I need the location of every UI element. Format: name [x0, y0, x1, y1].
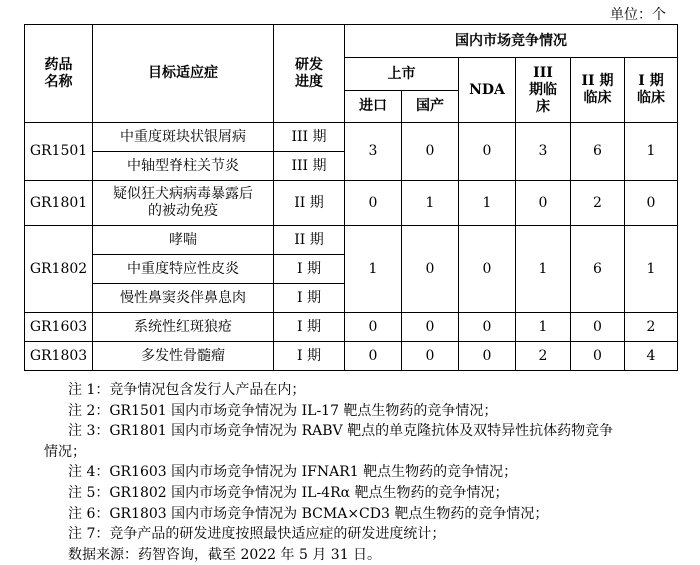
count-phase2: 6: [571, 123, 625, 181]
indication: 多发性骨髓瘤: [93, 342, 274, 371]
header-phase3: III 期临床: [516, 58, 571, 123]
count-phase3: 1: [516, 226, 571, 313]
count-phase3: 3: [516, 123, 571, 181]
count-phase1: 4: [625, 342, 678, 371]
count-domestic: 0: [402, 123, 459, 181]
count-phase2: 2: [571, 181, 625, 226]
count-phase1: 0: [625, 181, 678, 226]
indication: 中轴型脊柱关节炎: [93, 152, 274, 181]
count-domestic: 0: [402, 313, 459, 342]
header-nda: NDA: [459, 58, 516, 123]
indication: 中重度斑块状银屑病: [93, 123, 274, 152]
drug-name: GR1803: [25, 342, 93, 371]
header-stage: 研发进度: [274, 25, 345, 123]
count-import: 1: [345, 226, 402, 313]
count-nda: 1: [459, 181, 516, 226]
note-3-continued: 情况；: [44, 443, 86, 460]
count-nda: 0: [459, 123, 516, 181]
stage: II 期: [274, 226, 345, 255]
stage: III 期: [274, 123, 345, 152]
count-nda: 0: [459, 342, 516, 371]
header-domestic-made: 国产: [402, 91, 459, 123]
count-nda: 0: [459, 313, 516, 342]
drug-name: GR1501: [25, 123, 93, 181]
unit-label: 单位：个: [610, 7, 666, 23]
count-domestic: 0: [402, 226, 459, 313]
indication: 系统性红斑狼疮: [93, 313, 274, 342]
count-domestic: 0: [402, 342, 459, 371]
count-phase1: 1: [625, 226, 678, 313]
drug-name: GR1603: [25, 313, 93, 342]
indication: 中重度特应性皮炎: [93, 255, 274, 284]
count-phase3: 0: [516, 181, 571, 226]
stage: I 期: [274, 342, 345, 371]
count-import: 0: [345, 313, 402, 342]
count-import: 3: [345, 123, 402, 181]
data-source: 数据来源：药智咨询，截至 2022 年 5 月 31 日。: [68, 546, 382, 563]
stage: II 期: [274, 181, 345, 226]
header-listed: 上市: [345, 58, 459, 91]
stage: I 期: [274, 255, 345, 284]
indication: 疑似狂犬病病毒暴露后的被动免疫: [93, 181, 274, 226]
count-phase1: 2: [625, 313, 678, 342]
note-5: 注 5：GR1802 国内市场竞争情况为 IL-4Rα 靶点生物药的竞争情况；: [68, 484, 509, 501]
count-phase3: 1: [516, 313, 571, 342]
header-import: 进口: [345, 91, 402, 123]
note-7: 注 7：竞争产品的研发进度按照最快适应症的研发进度统计；: [68, 526, 446, 543]
header-drug: 药品名称: [25, 25, 93, 123]
count-phase2: 6: [571, 226, 625, 313]
note-3: 注 3：GR1801 国内市场竞争情况为 RABV 靶点的单克隆抗体及双特异性抗体药物竞争: [68, 423, 614, 440]
header-phase2: II 期临床: [571, 58, 625, 123]
header-domestic: 国内市场竞争情况: [345, 25, 678, 58]
drug-name: GR1801: [25, 181, 93, 226]
count-phase1: 1: [625, 123, 678, 181]
note-4: 注 4：GR1603 国内市场竞争情况为 IFNAR1 靶点生物药的竞争情况；: [68, 464, 518, 481]
notes: [44, 380, 678, 565]
count-phase3: 2: [516, 342, 571, 371]
indication: 哮喘: [93, 226, 274, 255]
header-phase1: I 期临床: [625, 58, 678, 123]
note-2: 注 2：GR1501 国内市场竞争情况为 IL-17 靶点生物药的竞争情况；: [68, 402, 498, 419]
stage: III 期: [274, 152, 345, 181]
count-domestic: 1: [402, 181, 459, 226]
stage: I 期: [274, 313, 345, 342]
count-import: 0: [345, 342, 402, 371]
stage: I 期: [274, 284, 345, 313]
header-indication: 目标适应症: [93, 25, 274, 123]
count-phase2: 0: [571, 342, 625, 371]
indication: 慢性鼻窦炎伴鼻息肉: [93, 284, 274, 313]
competition-table: [24, 24, 678, 371]
note-6: 注 6：GR1803 国内市场竞争情况为 BCMA×CD3 靶点生物药的竞争情况；: [68, 505, 549, 522]
count-nda: 0: [459, 226, 516, 313]
note-1: 注 1：竞争情况包含发行人产品在内；: [68, 382, 306, 398]
count-import: 0: [345, 181, 402, 226]
drug-name: GR1802: [25, 226, 93, 313]
count-phase2: 0: [571, 313, 625, 342]
